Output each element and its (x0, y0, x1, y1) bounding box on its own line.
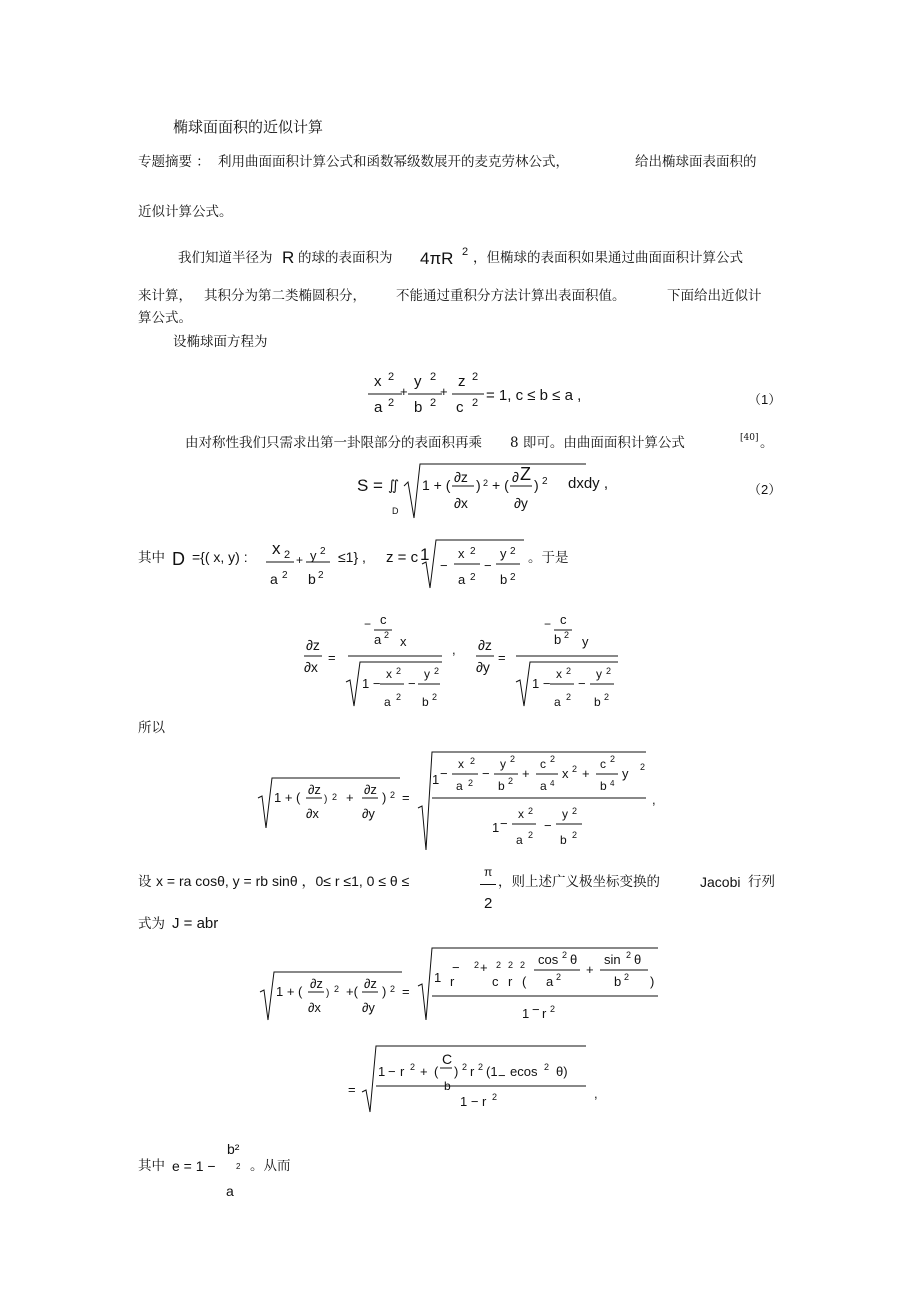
svg-text:θ): θ) (556, 1064, 568, 1079)
svg-text:2: 2 (318, 570, 324, 581)
svg-text:2: 2 (508, 776, 514, 786)
svg-text:2: 2 (640, 762, 646, 772)
svg-text:,: , (452, 642, 456, 657)
svg-text:−: − (578, 676, 586, 691)
svg-text:2: 2 (472, 397, 479, 409)
svg-text:2: 2 (474, 960, 480, 970)
svg-text:2: 2 (604, 692, 610, 702)
svg-text:∂z: ∂z (478, 637, 492, 653)
e-denominator: a (226, 1183, 234, 1199)
svg-text:c: c (600, 757, 606, 771)
equation-number-2: （2） (748, 482, 782, 497)
svg-text:r: r (542, 1006, 547, 1021)
svg-text:+: + (296, 553, 304, 567)
svg-text:2: 2 (468, 778, 474, 788)
denominator-two: 2 (484, 895, 493, 912)
e-definition: e = 1 − (172, 1158, 216, 1174)
svg-text:ecos: ecos (510, 1064, 538, 1079)
svg-text:∂y: ∂y (362, 806, 375, 821)
svg-text:+: + (346, 790, 354, 805)
svg-text:2: 2 (572, 830, 578, 840)
svg-text:sin: sin (604, 952, 621, 967)
svg-text:): ) (650, 974, 655, 989)
svg-text:∂y: ∂y (476, 659, 490, 675)
svg-text:2: 2 (470, 572, 476, 583)
paragraph-text: 其积分为第二类椭圆积分， (204, 288, 366, 304)
svg-text:2: 2 (483, 478, 489, 488)
svg-text:b: b (614, 974, 622, 989)
svg-text:2: 2 (282, 570, 288, 581)
abstract-text: 给出椭球面表面积的 (635, 154, 757, 170)
svg-text:r: r (470, 1064, 475, 1079)
paragraph-text: 。于是 (528, 550, 569, 566)
svg-text:a: a (374, 632, 382, 647)
svg-text:+: + (420, 1064, 428, 1079)
svg-text:1: 1 (434, 970, 442, 985)
equation-differential: dxdy , (568, 475, 609, 492)
svg-text:2: 2 (510, 754, 516, 764)
svg-text:2: 2 (332, 792, 338, 802)
svg-text:2: 2 (550, 1004, 556, 1014)
svg-text:c: c (492, 974, 499, 989)
svg-text:2: 2 (556, 972, 562, 982)
svg-text:∂z: ∂z (308, 782, 321, 797)
polar-substitution: x = ra cosθ, y = rb sinθ ，0≤ r ≤1, 0 ≤ θ ≤ (156, 873, 410, 889)
svg-text:2: 2 (550, 754, 556, 764)
svg-text:r: r (400, 1064, 405, 1079)
svg-text:y: y (582, 634, 589, 649)
equation-polar-surface (258, 944, 668, 1024)
svg-text:b: b (500, 572, 508, 587)
svg-text:2: 2 (430, 371, 437, 383)
svg-text:−: − (440, 766, 448, 781)
paragraph-text: ，但椭球的表面积如果通过曲面面积计算公式 (473, 250, 743, 266)
svg-text:1 − r: 1 − r (460, 1094, 487, 1109)
math-exponent: 2 (462, 246, 469, 258)
svg-text:1: 1 (420, 545, 430, 564)
paragraph-text: 。 (760, 435, 774, 451)
svg-text:1 + (: 1 + ( (276, 984, 303, 999)
svg-text:,: , (652, 792, 656, 807)
svg-text:(: ( (522, 974, 527, 989)
svg-text:=: = (328, 650, 336, 665)
svg-text:b: b (560, 833, 567, 847)
svg-text:2: 2 (434, 666, 440, 676)
equation-number-1: （1） (748, 392, 782, 407)
svg-text:a: a (554, 695, 561, 709)
svg-text:D: D (392, 506, 399, 516)
e-exponent: 2 (236, 1162, 241, 1171)
svg-text:y: y (500, 546, 507, 561)
paragraph-text: 的球的表面积为 (298, 250, 393, 266)
pi-symbol: π (484, 865, 493, 879)
domain-ellipse-condition (264, 532, 338, 588)
svg-text:2: 2 (610, 754, 616, 764)
svg-text:b: b (414, 399, 423, 416)
svg-text:2: 2 (492, 1092, 498, 1102)
svg-text:2: 2 (508, 960, 514, 970)
svg-text:2: 2 (542, 476, 548, 487)
equation-surface-integral (388, 460, 588, 524)
svg-text:,: , (594, 1086, 598, 1101)
svg-text:): ) (534, 477, 539, 493)
paragraph-text: 我们知道半径为 (178, 250, 273, 266)
paragraph-text: 设椭球面方程为 (173, 334, 268, 350)
svg-text:y: y (414, 373, 422, 390)
svg-text:): ) (382, 790, 387, 805)
svg-text:1: 1 (492, 820, 500, 835)
svg-text:c: c (540, 757, 546, 771)
domain-set-close: ≤1} , (338, 549, 366, 565)
svg-text:x: x (458, 546, 465, 561)
svg-text:x: x (562, 766, 569, 781)
paragraph-text: 来计算， (138, 288, 192, 304)
abstract-label: 专题摘要 ： (138, 154, 210, 170)
svg-text:2: 2 (334, 984, 340, 994)
domain-symbol: D (172, 549, 185, 569)
svg-text:x: x (458, 757, 464, 771)
svg-text:+: + (480, 960, 488, 975)
svg-text:x: x (556, 667, 562, 681)
svg-text:−: − (484, 558, 492, 573)
paragraph-text: 算公式。 (138, 310, 192, 326)
svg-text:−: − (532, 1002, 540, 1017)
svg-text:C: C (442, 1051, 453, 1067)
svg-text:): ) (454, 1064, 459, 1079)
paragraph-text: 行列 (748, 874, 775, 890)
svg-text:Z: Z (520, 464, 531, 484)
svg-text:2: 2 (572, 764, 578, 774)
svg-text:2: 2 (510, 572, 516, 583)
svg-text:r: r (508, 974, 513, 989)
svg-text:∂y: ∂y (514, 495, 528, 511)
svg-text:b: b (498, 779, 505, 793)
partial-derivatives (300, 610, 630, 720)
svg-text:(: ( (434, 1064, 439, 1079)
svg-text:2: 2 (606, 666, 612, 676)
svg-text:2: 2 (410, 1062, 416, 1072)
svg-text:θ: θ (570, 952, 578, 967)
e-numerator: b² (227, 1141, 240, 1157)
svg-text:2: 2 (470, 546, 476, 557)
z-root (420, 536, 530, 592)
svg-text:y: y (424, 667, 430, 681)
svg-text:b: b (444, 1079, 451, 1093)
svg-text:2: 2 (496, 960, 502, 970)
svg-text:2: 2 (510, 546, 516, 557)
svg-text:+: + (440, 384, 448, 399)
svg-text:a: a (516, 833, 523, 847)
svg-text:∂x: ∂x (308, 1000, 321, 1015)
svg-text:a: a (546, 974, 554, 989)
svg-text:−: − (452, 960, 460, 975)
svg-text:1 −: 1 − (532, 676, 551, 691)
fraction-bar (480, 884, 496, 885)
svg-text:1: 1 (378, 1064, 386, 1079)
svg-text:x: x (386, 667, 392, 681)
svg-text:a: a (540, 779, 547, 793)
svg-text:=: = (402, 984, 410, 999)
abstract-text: 利用曲面面积计算公式和函数幂级数展开的麦克劳林公式， (218, 154, 569, 170)
svg-text:b: b (422, 695, 429, 709)
svg-text:x: x (400, 634, 407, 649)
svg-text:1: 1 (522, 1006, 530, 1021)
svg-text:−: − (408, 676, 416, 691)
svg-text:2: 2 (528, 830, 534, 840)
svg-text:1 −: 1 − (362, 676, 381, 691)
svg-text:b: b (600, 779, 607, 793)
math-symbol: R (282, 248, 295, 267)
svg-text:c: c (560, 612, 567, 627)
svg-text:2: 2 (564, 630, 570, 640)
svg-text:a: a (270, 571, 278, 587)
paragraph-text: 式为 (138, 916, 165, 932)
svg-text:∂z: ∂z (306, 637, 320, 653)
svg-text:−: − (500, 816, 508, 831)
svg-text:c: c (380, 612, 387, 627)
svg-text:cos: cos (538, 952, 559, 967)
svg-text:θ: θ (634, 952, 642, 967)
svg-text:): ) (324, 794, 328, 805)
paragraph-text: 所以 (138, 720, 165, 736)
svg-text:4: 4 (610, 779, 615, 788)
svg-text:): ) (476, 477, 481, 493)
svg-text:−: − (388, 1064, 396, 1079)
svg-text:2: 2 (528, 806, 534, 816)
svg-text:2: 2 (470, 756, 476, 766)
svg-text:y: y (596, 667, 602, 681)
svg-text:2: 2 (396, 692, 402, 702)
svg-text:1 + (: 1 + ( (274, 790, 301, 805)
svg-text:2: 2 (430, 397, 437, 409)
svg-text:2: 2 (544, 1062, 550, 1072)
svg-text:4: 4 (550, 779, 555, 788)
svg-text:2: 2 (478, 1062, 484, 1072)
svg-text:∂z: ∂z (364, 782, 377, 797)
svg-text:x: x (374, 373, 382, 390)
svg-text:+: + (586, 962, 594, 977)
svg-text:2: 2 (390, 790, 396, 800)
svg-text:y: y (562, 807, 568, 821)
svg-text:b: b (594, 695, 601, 709)
paragraph-text: 由对称性我们只需求出第一卦限部分的表面积再乘 (185, 435, 482, 451)
svg-text:∬: ∬ (388, 477, 400, 493)
citation-ref: [40] (740, 433, 759, 443)
svg-text:2: 2 (320, 546, 326, 557)
svg-text:=: = (348, 1082, 356, 1097)
jacobi-word: Jacobi (700, 874, 741, 890)
paragraph-text: 下面给出近似计 (667, 288, 762, 304)
svg-text:2: 2 (566, 692, 572, 702)
svg-text:(1: (1 (486, 1064, 498, 1079)
svg-text:−: − (544, 617, 552, 631)
svg-text:a: a (456, 779, 463, 793)
svg-text:+ (: + ( (492, 477, 509, 493)
svg-text:+(: +( (346, 984, 358, 999)
paragraph-text: 。从而 (250, 1158, 291, 1174)
math-expression: 4πR (420, 249, 454, 268)
svg-text:2: 2 (432, 692, 438, 702)
svg-text:=: = (498, 650, 506, 665)
svg-text:2: 2 (626, 950, 632, 960)
svg-text:): ) (382, 984, 387, 999)
svg-text:+: + (582, 766, 590, 781)
svg-text:a: a (458, 572, 466, 587)
svg-text:∂z: ∂z (364, 976, 377, 991)
svg-text:x: x (272, 539, 281, 558)
paragraph-text: 不能通过重积分方法计算出表面积值。 (396, 288, 626, 304)
svg-text:∂x: ∂x (306, 806, 319, 821)
jacobian-expression: J = abr (172, 915, 219, 932)
svg-text:y: y (310, 548, 317, 563)
svg-text:−: − (440, 558, 448, 573)
svg-text:y: y (622, 766, 629, 781)
paragraph-text: ，则上述广义极坐标变换的 (498, 874, 660, 890)
svg-text:a: a (384, 695, 391, 709)
document-title: 椭球面面积的近似计算 (173, 118, 324, 136)
equation-surface-element (256, 748, 666, 858)
svg-text:2: 2 (624, 972, 630, 982)
svg-text:1 + (: 1 + ( (422, 477, 451, 493)
svg-text:r: r (450, 974, 455, 989)
svg-text:x: x (518, 807, 524, 821)
paragraph-text: 其中 (138, 1158, 165, 1174)
svg-text:2: 2 (462, 1062, 468, 1072)
equation-condition: = 1, c ≤ b ≤ a , (486, 387, 582, 404)
svg-text:2: 2 (520, 960, 526, 970)
svg-text:−: − (364, 617, 372, 631)
svg-text:∂z: ∂z (310, 976, 323, 991)
svg-text:b: b (308, 571, 316, 587)
svg-text:∂: ∂ (512, 469, 519, 485)
svg-text:∂y: ∂y (362, 1000, 375, 1015)
svg-text:+: + (400, 384, 408, 399)
svg-text:2: 2 (566, 666, 572, 676)
svg-text:2: 2 (388, 397, 395, 409)
svg-text:2: 2 (572, 806, 578, 816)
svg-text:=: = (402, 790, 410, 805)
svg-text:2: 2 (562, 950, 568, 960)
svg-text:2: 2 (284, 549, 291, 561)
paragraph-text: 8 即可。由曲面面积计算公式 (510, 435, 685, 451)
svg-text:a: a (374, 399, 383, 416)
svg-text:∂x: ∂x (454, 495, 468, 511)
svg-text:−: − (544, 818, 552, 833)
svg-text:z: z (458, 373, 466, 390)
svg-text:2: 2 (390, 984, 396, 994)
equation-lhs: S = (357, 476, 383, 495)
paragraph-text: 设 (138, 874, 152, 890)
svg-text:b: b (554, 632, 562, 647)
svg-text:2: 2 (384, 630, 390, 640)
svg-text:∂x: ∂x (304, 659, 318, 675)
svg-text:−: − (482, 766, 490, 781)
svg-text:2: 2 (396, 666, 402, 676)
svg-text:2: 2 (472, 371, 479, 383)
svg-text:y: y (500, 757, 506, 771)
svg-text:∂z: ∂z (454, 469, 468, 485)
svg-text:): ) (326, 988, 330, 999)
domain-set-open: ={( x, y) : (192, 549, 248, 565)
svg-text:−: − (498, 1068, 506, 1083)
equation-polar-simplified (348, 1042, 618, 1114)
svg-text:2: 2 (388, 371, 395, 383)
svg-text:c: c (456, 399, 464, 416)
paragraph-text: 其中 (138, 550, 165, 566)
svg-text:+: + (522, 766, 530, 781)
abstract-text: 近似计算公式。 (138, 204, 233, 220)
z-expression: z = c (386, 549, 419, 566)
svg-text:1: 1 (432, 772, 440, 787)
